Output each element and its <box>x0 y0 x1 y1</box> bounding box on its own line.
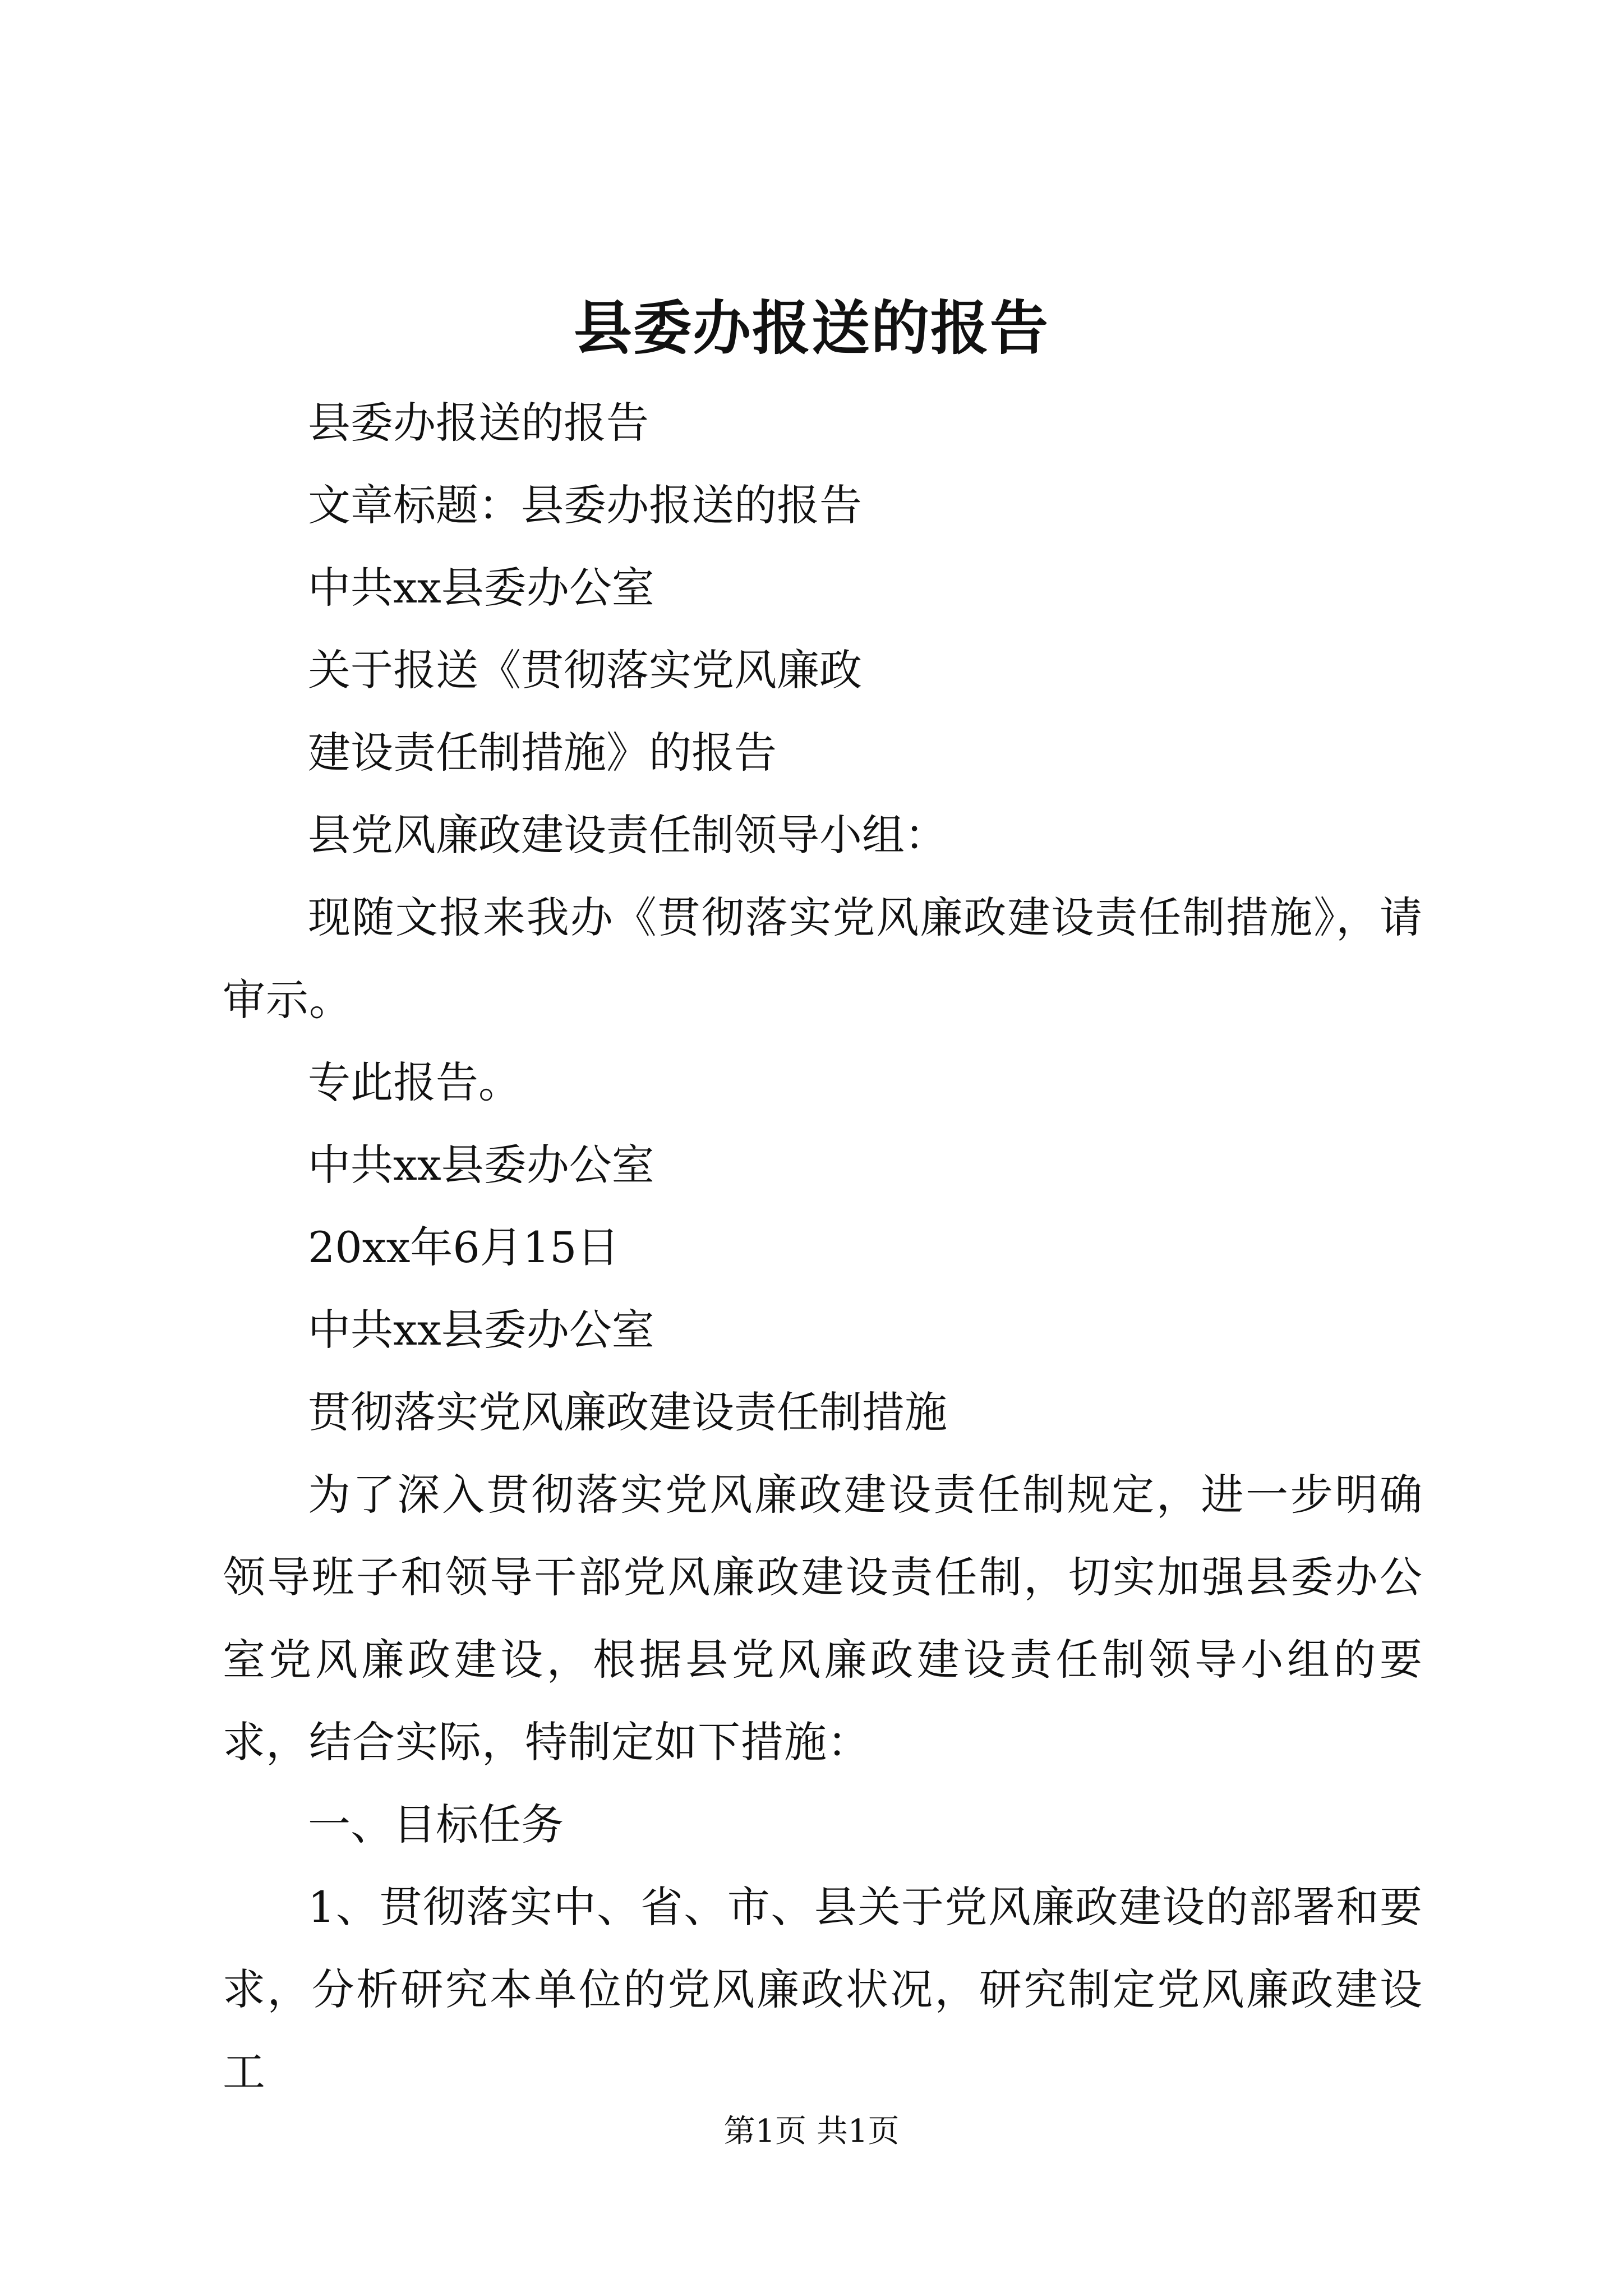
document-body <box>223 381 1423 2113</box>
paragraph-2: 文章标题：县委办报送的报告 <box>308 480 862 530</box>
paragraph-4: 关于报送《贯彻落实党风廉政 <box>308 645 862 695</box>
paragraph-3: 中共xx县委办公室 <box>308 563 654 613</box>
paragraph-14: 一、目标任务 <box>308 1800 564 1849</box>
paragraph-9: 中共xx县委办公室 <box>308 1140 654 1190</box>
paragraph-8: 专此报告。 <box>308 1057 521 1107</box>
paragraph-7: 现随文报来我办《贯彻落实党风廉政建设责任制措施》，请审示。 <box>223 892 1423 1025</box>
paragraph-5: 建设责任制措施》的报告 <box>308 728 777 777</box>
paragraph-12: 贯彻落实党风廉政建设责任制措施 <box>308 1387 947 1437</box>
paragraph-15: 1、贯彻落实中、省、市、县关于党风廉政建设的部署和要求，分析研究本单位的党风廉政状况，研究制定党风廉政建设工 <box>223 1882 1423 2097</box>
document-title: 县委办报送的报告 <box>573 293 1049 362</box>
paragraph-13: 为了深入贯彻落实党风廉政建设责任制规定，进一步明确领导班子和领导干部党风廉政建设责任制，切实加强县委办公室党风廉政建设，根据县党风廉政建设责任制领导小组的要求，结合实际，特制定如下措施： <box>223 1470 1423 1767</box>
page-footer: 第1页 共1页 <box>723 2113 900 2150</box>
paragraph-6: 县党风廉政建设责任制领导小组： <box>308 810 947 860</box>
paragraph-10: 20xx年6月15日 <box>308 1222 620 1272</box>
paragraph-11: 中共xx县委办公室 <box>308 1305 654 1355</box>
paragraph-1: 县委办报送的报告 <box>308 398 649 448</box>
